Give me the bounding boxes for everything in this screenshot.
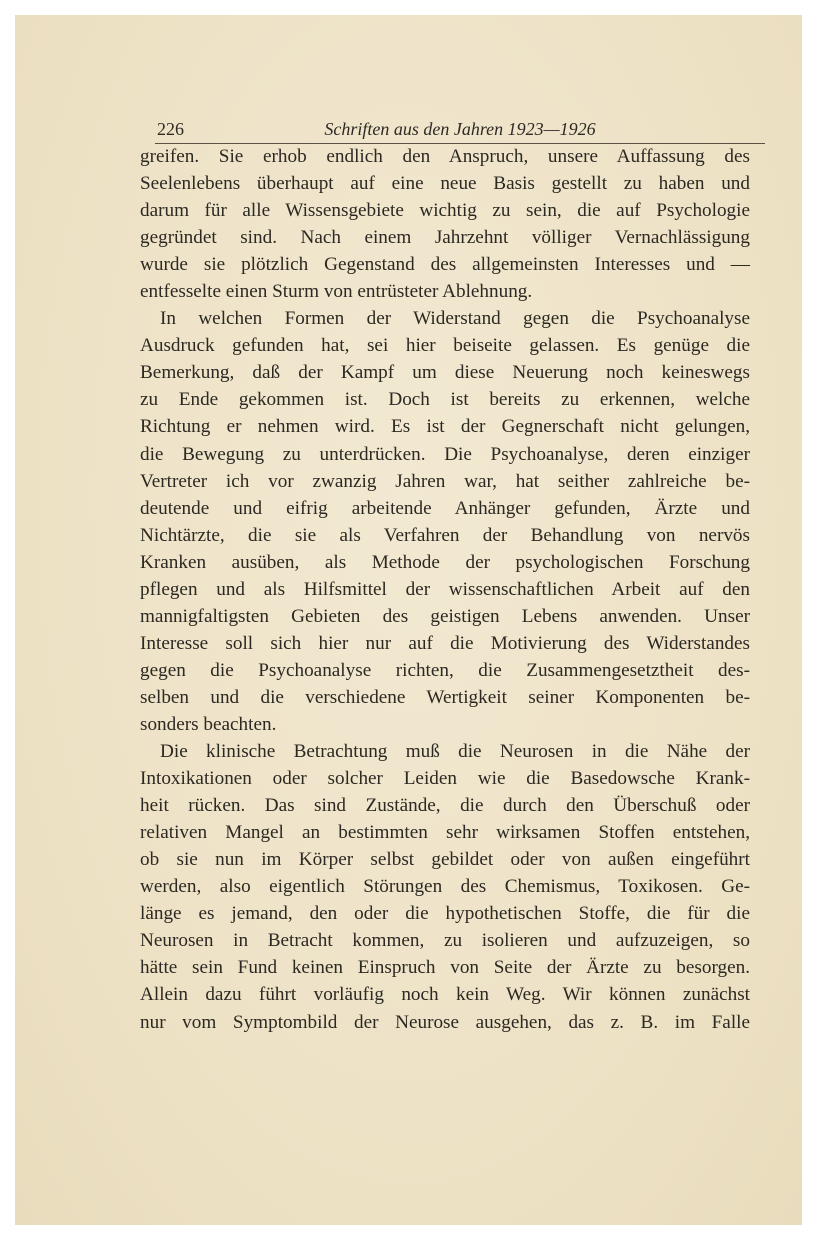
text-line bbox=[140, 522, 750, 549]
text-line bbox=[140, 927, 750, 954]
text-line-content: Kranken ausüben, als Methode der psychologischen Forschung bbox=[140, 551, 750, 573]
text-line-content: Seelenlebens überhaupt auf eine neue Basis gestellt zu haben und bbox=[140, 173, 750, 195]
text-line-content: greifen. Sie erhob endlich den Anspruch, unsere Auffassung des bbox=[140, 146, 750, 167]
body-text bbox=[140, 143, 750, 1036]
text-line-content: darum für alle Wissensgebiete wichtig zu sein, die auf Psychologie bbox=[140, 200, 750, 222]
text-line bbox=[140, 1009, 750, 1036]
text-line-content: Allein dazu führt vorläufig noch kein Weg. Wir können zunächst bbox=[140, 984, 750, 1006]
text-line-content: gegründet sind. Nach einem Jahrzehnt völliger Vernachlässigung bbox=[140, 227, 750, 249]
text-line bbox=[140, 468, 750, 495]
text-line-content: Vertreter ich vor zwanzig Jahren war, hat seither zahlreiche be- bbox=[140, 470, 750, 492]
text-line-content: selben und die verschiedene Wertigkeit seiner Komponenten be- bbox=[140, 686, 750, 708]
text-line bbox=[140, 170, 750, 197]
text-line-content: wurde sie plötzlich Gegenstand des allgemeinsten Interesses und — bbox=[140, 254, 750, 276]
text-line bbox=[140, 413, 750, 440]
text-line-content: In welchen Formen der Widerstand gegen die Psychoanalyse bbox=[160, 308, 750, 330]
text-line bbox=[140, 549, 750, 576]
text-line-content: Interesse soll sich hier nur auf die Motivierung des Widerstandes bbox=[140, 632, 750, 654]
text-line bbox=[140, 630, 750, 657]
text-line bbox=[140, 738, 750, 765]
text-line-content: sonders beachten. bbox=[140, 713, 277, 735]
text-line bbox=[140, 386, 750, 413]
page-number: 226 bbox=[157, 119, 184, 139]
text-line bbox=[140, 332, 750, 359]
text-line bbox=[140, 359, 750, 386]
text-line-content: Ausdruck gefunden hat, sei hier beiseite gelassen. Es genüge die bbox=[140, 335, 750, 357]
text-line-content: mannigfaltigsten Gebieten des geistigen Lebens anwenden. Unser bbox=[140, 605, 750, 627]
text-line bbox=[140, 495, 750, 522]
text-line-content: relativen Mangel an bestimmten sehr wirksamen Stoffen entstehen, bbox=[140, 822, 750, 844]
running-header bbox=[155, 119, 765, 144]
text-line bbox=[140, 900, 750, 927]
text-line bbox=[140, 251, 750, 278]
text-line-content: Nichtärzte, die sie als Verfahren der Behandlung von nervös bbox=[140, 524, 750, 546]
text-line bbox=[140, 441, 750, 468]
text-line-content: hätte sein Fund keinen Einspruch von Seite der Ärzte zu besorgen. bbox=[140, 957, 750, 979]
text-line-content: Richtung er nehmen wird. Es ist der Gegnerschaft nicht gelungen, bbox=[140, 416, 750, 438]
text-line bbox=[140, 819, 750, 846]
text-line-content: Die klinische Betrachtung muß die Neurosen in die Nähe der bbox=[160, 741, 750, 763]
text-line-content: entfesselte einen Sturm von entrüsteter Ablehnung. bbox=[140, 281, 533, 303]
text-line bbox=[140, 711, 750, 738]
text-line-content: gegen die Psychoanalyse richten, die Zusammengesetztheit des- bbox=[140, 659, 750, 681]
text-line-content: deutende und eifrig arbeitende Anhänger gefunden, Ärzte und bbox=[140, 497, 750, 519]
text-line bbox=[140, 197, 750, 224]
text-line-content: Bemerkung, daß der Kampf um diese Neuerung noch keineswegs bbox=[140, 362, 750, 384]
text-line-content: Neurosen in Betracht kommen, zu isolieren und aufzuzeigen, so bbox=[140, 930, 750, 952]
text-line-content: Intoxikationen oder solcher Leiden wie die Basedowsche Krank- bbox=[140, 768, 750, 790]
text-line bbox=[140, 765, 750, 792]
text-line bbox=[140, 657, 750, 684]
text-line-content: heit rücken. Das sind Zustände, die durch den Überschuß oder bbox=[140, 795, 750, 817]
text-line bbox=[140, 792, 750, 819]
text-line bbox=[140, 603, 750, 630]
text-line bbox=[140, 684, 750, 711]
text-line bbox=[140, 143, 750, 170]
text-line bbox=[140, 224, 750, 251]
text-line bbox=[140, 981, 750, 1008]
text-line-content: werden, also eigentlich Störungen des Chemismus, Toxikosen. Ge- bbox=[140, 876, 750, 898]
text-line bbox=[140, 954, 750, 981]
text-line-content: länge es jemand, den oder die hypothetischen Stoffe, die für die bbox=[140, 903, 750, 925]
text-line-content: ob sie nun im Körper selbst gebildet oder von außen eingeführt bbox=[140, 849, 750, 871]
text-line bbox=[140, 873, 750, 900]
text-line-content: pflegen und als Hilfsmittel der wissenschaftlichen Arbeit auf den bbox=[140, 578, 750, 600]
running-title: Schriften aus den Jahren 1923—1926 bbox=[324, 119, 596, 139]
text-line bbox=[140, 305, 750, 332]
text-line-content: zu Ende gekommen ist. Doch ist bereits zu erkennen, welche bbox=[140, 389, 750, 411]
text-line-content: nur vom Symptombild der Neurose ausgehen, das z. B. im Falle bbox=[140, 1011, 750, 1033]
text-line bbox=[140, 576, 750, 603]
text-line-content: die Bewegung zu unterdrücken. Die Psychoanalyse, deren einziger bbox=[140, 443, 750, 465]
text-line bbox=[140, 846, 750, 873]
text-line bbox=[140, 278, 750, 305]
